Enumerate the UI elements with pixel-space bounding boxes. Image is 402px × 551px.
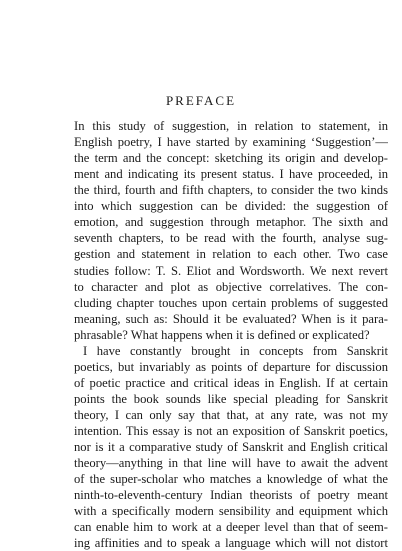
text-line: theory, I can only say that that, at any rate, was not my (74, 407, 388, 422)
text-line: to character and plot as objective correlatives. The con- (74, 279, 388, 294)
text-line: meaning, such as: Should it be evaluated? When is it para- (74, 311, 388, 326)
text-line: with a specifically modern sensibility and equipment which (74, 504, 388, 519)
text-line: emotion, and suggestion through metaphor. The sixth and (74, 215, 388, 230)
text-line: In this study of suggestion, in relation to statement, in (74, 119, 388, 133)
text-line: phrasable? What happens when it is defined or explicated? (74, 327, 370, 342)
text-line: theory—anything in that line will have to await the advent (74, 456, 388, 471)
text-line: the term and the concept: sketching its origin and develop- (74, 151, 388, 166)
text-line: can enable him to work at a deeper level than that of seem- (74, 520, 388, 535)
text-line: English poetry, I have started by examining ‘Suggestion’— (74, 135, 388, 150)
text-line: studies follow: T. S. Eliot and Wordsworth. We next revert (74, 263, 388, 278)
text-line: ing affinities and to speak a language which will not distort (74, 536, 388, 551)
text-line: ment and indicating its present status. I have proceeded, in (74, 167, 388, 182)
text-line: gestion and statement in relation to each other. Two case (74, 247, 388, 262)
text-line: I have constantly brought in concepts from Sanskrit (83, 343, 388, 358)
text-line: ninth-to-eleventh-century Indian theorists of poetry meant (74, 488, 388, 503)
text-line: poetics, but invariably as points of departure for discussion (74, 359, 388, 374)
text-line: of the super-scholar who matches a knowledge of what the (74, 472, 388, 487)
text-line: cluding chapter touches upon certain problems of suggested (74, 295, 388, 310)
text-line: into which suggestion can be divided: the suggestion of (74, 199, 388, 214)
text-line: of poetic practice and critical ideas in English. If at certain (74, 375, 388, 390)
text-line: the third, fourth and fifth chapters, to consider the two kinds (74, 183, 388, 198)
page-title: PREFACE (165, 93, 237, 108)
text-line: intention. This essay is not an exposition of Sanskrit poetics, (74, 423, 388, 438)
text-line: seventh chapters, to be read with the fourth, analyse sug- (74, 231, 388, 246)
text-line: points the book sounds like special pleading for Sanskrit (74, 391, 388, 406)
text-line: nor is it a comparative study of Sanskrit and English critical (74, 440, 388, 454)
